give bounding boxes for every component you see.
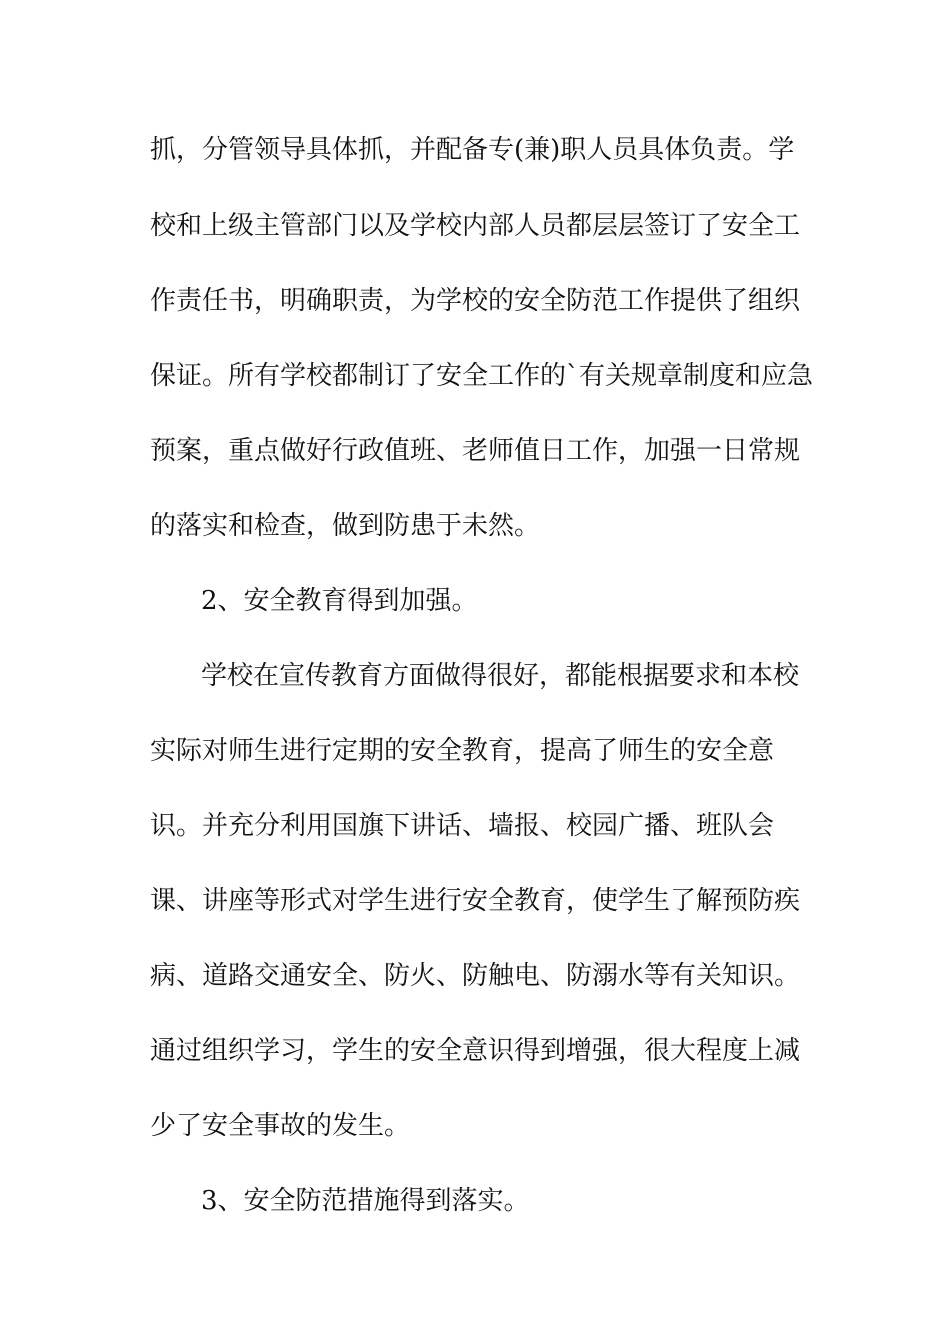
text-line: 作责任书，明确职责，为学校的安全防范工作提供了组织	[150, 286, 801, 316]
section-heading: 2、安全教育得到加强。	[201, 586, 478, 616]
text-line: 病、道路交通安全、防火、防触电、防溺水等有关知识。	[150, 961, 801, 991]
text-line: 少了安全事故的发生。	[150, 1111, 411, 1141]
text-line: 保证。所有学校都制订了安全工作的`有关规章制度和应急	[150, 361, 814, 391]
text-line: 校和上级主管部门以及学校内部人员都层层签订了安全工	[150, 211, 801, 241]
text-line: 预案，重点做好行政值班、老师值日工作，加强一日常规	[150, 436, 801, 466]
section-heading: 3、安全防范措施得到落实。	[201, 1186, 530, 1216]
text-line: 的落实和检查，做到防患于未然。	[150, 511, 541, 541]
text-line: 抓，分管领导具体抓，并配备专(兼)职人员具体负责。学	[150, 135, 795, 165]
text-line: 识。并充分利用国旗下讲话、墙报、校园广播、班队会	[150, 811, 775, 841]
text-line: 实际对师生进行定期的安全教育，提高了师生的安全意	[150, 736, 775, 766]
text-line: 学校在宣传教育方面做得很好，都能根据要求和本校	[201, 661, 800, 691]
text-line: 课、讲座等形式对学生进行安全教育，使学生了解预防疾	[150, 886, 801, 916]
text-line: 通过组织学习，学生的安全意识得到增强，很大程度上减	[150, 1036, 801, 1066]
